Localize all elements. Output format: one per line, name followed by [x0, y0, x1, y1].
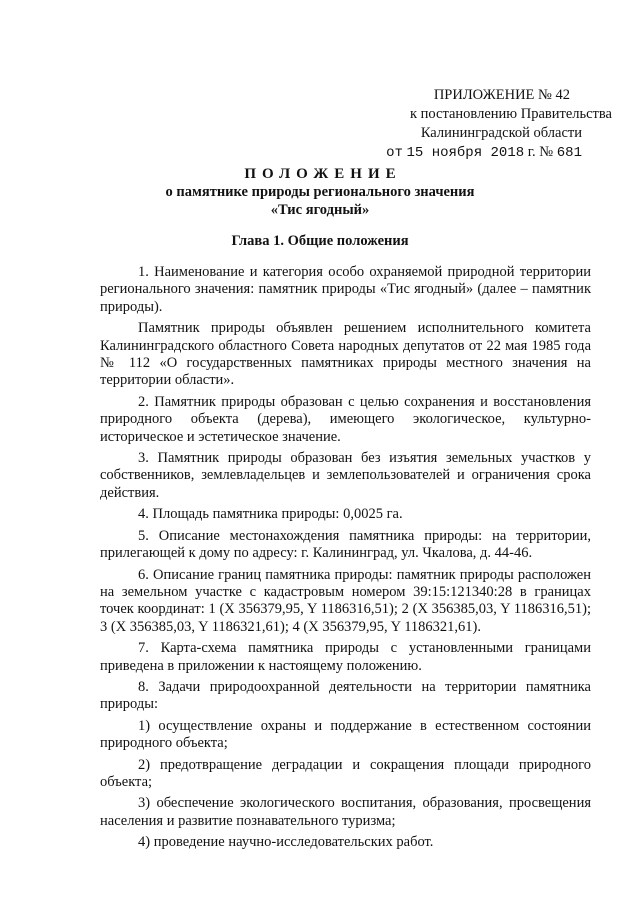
paragraph: 6. Описание границ памятника природы: памятник природы расположен на земельном участке с кадастровым номером 39:15:121340:28 в границах точек координат: 1 (X 356379,95, Y 1186316,51); 2 (X 356385,03, Y 1186316,51); 3 (X 356385,03, Y 1186321,61); 4 (X 356379,95, Y 1186321,61). — [100, 566, 591, 635]
document-title: ПОЛОЖЕНИЕ — [244, 166, 402, 182]
paragraph: 5. Описание местонахождения памятника природы: на территории, прилегающей к дому по адресу: г. Калининград, ул. Чкалова, д. 44-46. — [100, 527, 591, 562]
paragraph: 3. Памятник природы образован без изъятия земельных участков у собственников, землевладельцев и землепользователей и ограничения срока действия. — [100, 450, 591, 501]
paragraph: 2) предотвращение деградации и сокращения площади природного объекта; — [100, 756, 591, 790]
chapter-heading: Глава 1. Общие положения — [231, 233, 409, 249]
paragraph: 1) осуществление охраны и поддержание в естественном состоянии природного объекта; — [100, 717, 591, 752]
document-subtitle-1: о памятнике природы регионального значения — [165, 184, 475, 200]
paragraph: 3) обеспечение экологического воспитания, образования, просвещения населения и развитие познавательного туризма; — [100, 795, 591, 829]
paragraph: 7. Карта-схема памятника природы с установленными границами приведена в приложении к настоящему положению. — [100, 640, 591, 674]
resolution-number: 681 — [556, 145, 582, 161]
appendix-label: ПРИЛОЖЕНИЕ № 42 — [433, 87, 570, 103]
paragraph: Памятник природы объявлен решением исполнительного комитета Калининградского областного Совета народных депутатов от 22 мая 1985 года № 112 «О государственных памятниках природы местного значения на территории области». — [100, 320, 591, 389]
paragraph: 8. Задачи природоохранной деятельности на территории памятника природы: — [100, 678, 591, 713]
paragraph: 2. Памятник природы образован с целью сохранения и восстановления природного объекта (дерева), имеющего экологическое, культурно-историческое и эстетическое значение. — [100, 393, 591, 445]
paragraph: 4. Площадь памятника природы: 0,0025 га. — [138, 506, 403, 523]
date-value: 15 ноября 2018 — [406, 145, 525, 161]
resolution-ref: к постановлению Правительства — [410, 106, 612, 122]
paragraph: 4) проведение научно-исследовательских работ. — [138, 834, 434, 851]
date-prefix: от — [386, 145, 403, 161]
paragraph: 1. Наименование и категория особо охраняемой природной территории регионального значения: памятник природы «Тис ягодный» (далее – памятник природы). — [100, 264, 591, 315]
region-name: Калининградской области — [420, 125, 582, 141]
document-body — [100, 264, 591, 856]
date-suffix: г. № — [527, 144, 554, 160]
resolution-date-line — [386, 143, 582, 163]
document-subtitle-2: «Тис ягодный» — [270, 202, 370, 218]
